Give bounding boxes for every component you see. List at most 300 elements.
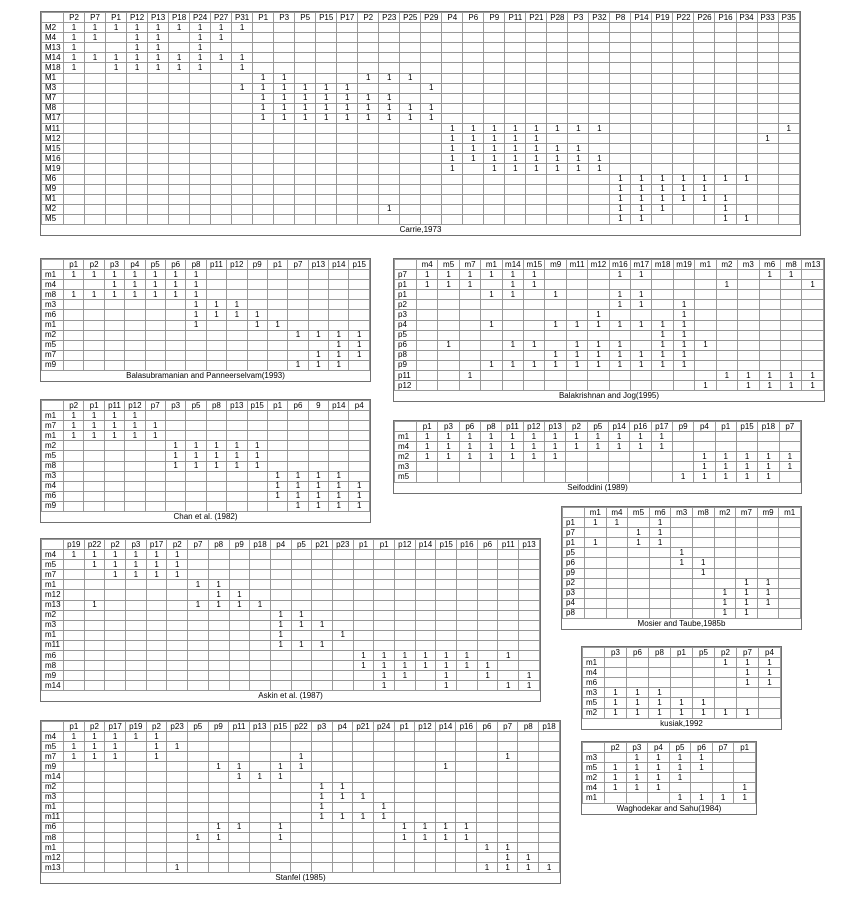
- matrix-cell: [146, 580, 167, 590]
- matrix-cell: [610, 113, 631, 123]
- matrix-cell: [692, 518, 714, 528]
- matrix-cell: 1: [631, 270, 652, 280]
- matrix-cell: [738, 330, 759, 340]
- table-row: [42, 204, 800, 214]
- matrix-cell: [270, 732, 291, 742]
- matrix-cell: [104, 350, 124, 360]
- table-row: [42, 184, 800, 194]
- header-row: [563, 508, 801, 518]
- matrix-cell: [208, 853, 229, 863]
- matrix-cell: [274, 43, 295, 53]
- matrix-cell: 1: [714, 598, 736, 608]
- matrix-cell: 1: [757, 578, 779, 588]
- matrix-cell: [484, 23, 505, 33]
- matrix-cell: [211, 63, 232, 73]
- matrix-cell: 1: [587, 442, 608, 452]
- table-row: [42, 610, 540, 620]
- matrix-cell: [606, 598, 628, 608]
- corner-cell: [583, 743, 605, 753]
- matrix-cell: 1: [145, 270, 165, 280]
- matrix-table: [41, 400, 370, 512]
- row-header: m1: [42, 270, 64, 280]
- matrix-cell: [715, 113, 736, 123]
- matrix-cell: [167, 762, 188, 772]
- matrix-cell: 1: [247, 451, 267, 461]
- matrix-cell: [518, 792, 539, 802]
- matrix-cell: [652, 23, 673, 33]
- matrix-cell: 1: [274, 103, 295, 113]
- matrix-cell: [291, 822, 312, 832]
- matrix-cell: [105, 833, 126, 843]
- matrix-cell: [106, 134, 127, 144]
- matrix-seifoddini: [393, 420, 802, 494]
- matrix-cell: 1: [610, 204, 631, 214]
- matrix-cell: [84, 822, 105, 832]
- matrix-cell: [502, 381, 523, 391]
- matrix-cell: [211, 113, 232, 123]
- matrix-cell: [127, 164, 148, 174]
- table-row: [42, 270, 370, 280]
- matrix-cell: [105, 590, 126, 600]
- matrix-cell: [673, 280, 694, 290]
- column-header: p4: [648, 743, 670, 753]
- matrix-cell: [291, 792, 312, 802]
- matrix-cell: [585, 588, 607, 598]
- matrix-cell: 1: [104, 280, 124, 290]
- column-header: p12: [395, 540, 416, 550]
- matrix-cell: [125, 310, 145, 320]
- matrix-cell: [438, 381, 459, 391]
- matrix-cell: [695, 371, 716, 381]
- matrix-cell: 1: [232, 83, 253, 93]
- matrix-cell: [626, 793, 648, 803]
- matrix-cell: [250, 640, 271, 650]
- matrix-cell: [145, 340, 165, 350]
- matrix-cell: [167, 651, 188, 661]
- corner-cell: [42, 401, 64, 411]
- table-row: [42, 154, 800, 164]
- matrix-cell: [436, 600, 457, 610]
- matrix-cell: [145, 441, 165, 451]
- matrix-cell: [373, 843, 394, 853]
- matrix-cell: [127, 194, 148, 204]
- matrix-cell: [353, 570, 374, 580]
- matrix-cell: [589, 53, 610, 63]
- matrix-cell: [267, 290, 287, 300]
- matrix-cell: [64, 792, 85, 802]
- matrix-cell: 1: [125, 270, 145, 280]
- matrix-cell: 1: [610, 214, 631, 224]
- matrix-caption: kusiak,1992: [660, 718, 703, 728]
- table-row: [583, 688, 781, 698]
- matrix-cell: 1: [588, 310, 609, 320]
- matrix-cell: [734, 753, 756, 763]
- matrix-cell: [585, 548, 607, 558]
- matrix-cell: [568, 134, 589, 144]
- matrix-cell: [358, 154, 379, 164]
- matrix-cell: [145, 501, 165, 511]
- matrix-cell: [267, 340, 287, 350]
- matrix-cell: [652, 103, 673, 113]
- row-header: m12: [42, 590, 64, 600]
- matrix-cell: 1: [609, 340, 630, 350]
- matrix-cell: [84, 681, 105, 691]
- matrix-cell: [208, 732, 229, 742]
- matrix-cell: 1: [477, 863, 498, 873]
- matrix-cell: [253, 164, 274, 174]
- column-header: p11: [229, 722, 250, 732]
- matrix-cell: [716, 330, 737, 340]
- matrix-cell: [353, 580, 374, 590]
- matrix-cell: [64, 441, 84, 451]
- column-header: P22: [673, 13, 694, 23]
- matrix-cell: [337, 134, 358, 144]
- matrix-cell: [64, 600, 85, 610]
- matrix-cell: [394, 782, 415, 792]
- matrix-cell: [105, 651, 126, 661]
- column-header: p6: [627, 648, 649, 658]
- matrix-cell: [105, 802, 126, 812]
- matrix-cell: [85, 43, 106, 53]
- matrix-cell: 1: [651, 432, 672, 442]
- matrix-cell: 1: [715, 214, 736, 224]
- matrix-cell: [253, 134, 274, 144]
- matrix-cell: [349, 451, 370, 461]
- matrix-cell: 1: [379, 204, 400, 214]
- matrix-cell: [757, 73, 778, 83]
- row-header: M19: [42, 164, 64, 174]
- matrix-cell: 1: [459, 432, 480, 442]
- matrix-cell: [232, 174, 253, 184]
- matrix-cell: [415, 812, 436, 822]
- matrix-cell: [249, 843, 270, 853]
- matrix-cell: 1: [400, 113, 421, 123]
- matrix-cell: 1: [436, 671, 457, 681]
- matrix-cell: [588, 371, 609, 381]
- matrix-cell: [715, 432, 736, 442]
- matrix-cell: 1: [267, 471, 287, 481]
- column-header: p3: [104, 260, 124, 270]
- matrix-cell: [779, 598, 801, 608]
- matrix-cell: [169, 144, 190, 154]
- matrix-cell: 1: [673, 330, 694, 340]
- matrix-cell: 1: [715, 708, 737, 718]
- matrix-cell: [250, 651, 271, 661]
- matrix-cell: [167, 610, 188, 620]
- matrix-cell: [64, 833, 85, 843]
- matrix-cell: [208, 570, 229, 580]
- matrix-cell: 1: [669, 773, 691, 783]
- matrix-cell: 1: [316, 83, 337, 93]
- matrix-cell: [505, 43, 526, 53]
- matrix-cell: [337, 124, 358, 134]
- matrix-cell: 1: [125, 732, 146, 742]
- matrix-cell: 1: [757, 598, 779, 608]
- matrix-cell: [589, 23, 610, 33]
- matrix-cell: [802, 270, 824, 280]
- matrix-cell: 1: [780, 381, 801, 391]
- matrix-cell: 1: [400, 73, 421, 83]
- matrix-cell: [64, 340, 84, 350]
- matrix-cell: [165, 491, 185, 501]
- matrix-cell: [125, 752, 146, 762]
- matrix-cell: [105, 640, 126, 650]
- row-header: m4: [583, 668, 605, 678]
- matrix-cell: [167, 772, 188, 782]
- column-header: p1: [353, 540, 374, 550]
- matrix-cell: [568, 214, 589, 224]
- matrix-cell: [64, 782, 85, 792]
- header-row: [395, 260, 824, 270]
- matrix-cell: [190, 194, 211, 204]
- matrix-cell: [288, 300, 308, 310]
- matrix-cell: 1: [609, 320, 630, 330]
- matrix-carrie: [40, 11, 801, 236]
- matrix-cell: [85, 63, 106, 73]
- matrix-cell: [526, 33, 547, 43]
- matrix-cell: [169, 174, 190, 184]
- matrix-cell: [606, 558, 628, 568]
- matrix-cell: [716, 340, 737, 350]
- matrix-cell: [415, 671, 436, 681]
- matrix-cell: [477, 681, 498, 691]
- matrix-cell: [716, 381, 737, 391]
- matrix-cell: 1: [373, 802, 394, 812]
- matrix-cell: [227, 350, 247, 360]
- matrix-cell: [84, 461, 104, 471]
- matrix-cell: [358, 124, 379, 134]
- matrix-cell: [759, 330, 780, 340]
- matrix-cell: [502, 330, 523, 340]
- row-header: M8: [42, 103, 64, 113]
- matrix-cell: [106, 204, 127, 214]
- matrix-cell: [211, 174, 232, 184]
- row-header: m3: [395, 462, 417, 472]
- row-header: m3: [583, 753, 605, 763]
- matrix-cell: [64, 320, 84, 330]
- matrix-cell: [628, 608, 650, 618]
- row-header: p11: [395, 371, 417, 381]
- matrix-cell: 1: [148, 43, 169, 53]
- row-header: m8: [42, 290, 64, 300]
- matrix-cell: [738, 280, 759, 290]
- column-header: p17: [105, 722, 126, 732]
- matrix-cell: [187, 732, 208, 742]
- matrix-cell: 1: [693, 698, 715, 708]
- matrix-cell: [105, 863, 126, 873]
- matrix-cell: [308, 320, 328, 330]
- matrix-cell: 1: [374, 681, 395, 691]
- matrix-cell: [693, 658, 715, 668]
- table-row: [583, 658, 781, 668]
- matrix-cell: [169, 113, 190, 123]
- matrix-cell: [337, 154, 358, 164]
- matrix-cell: [738, 310, 759, 320]
- column-header: p1: [64, 260, 84, 270]
- matrix-cell: [250, 671, 271, 681]
- matrix-cell: 1: [353, 661, 374, 671]
- matrix-cell: [652, 113, 673, 123]
- matrix-cell: 1: [353, 792, 374, 802]
- matrix-cell: [232, 103, 253, 113]
- matrix-cell: [229, 742, 250, 752]
- matrix-cell: [295, 164, 316, 174]
- row-header: M4: [42, 33, 64, 43]
- matrix-cell: [311, 752, 332, 762]
- matrix-cell: 1: [186, 441, 206, 451]
- matrix-cell: [104, 360, 124, 370]
- matrix-cell: 1: [395, 671, 416, 681]
- matrix-cell: [295, 204, 316, 214]
- matrix-cell: [249, 742, 270, 752]
- table-row: [42, 33, 800, 43]
- matrix-cell: [421, 194, 442, 204]
- matrix-cell: [568, 43, 589, 53]
- matrix-cell: [270, 560, 291, 570]
- table-row: [583, 773, 756, 783]
- matrix-cell: [673, 154, 694, 164]
- matrix-cell: [498, 630, 519, 640]
- matrix-cell: [188, 620, 209, 630]
- table-row: [42, 863, 560, 873]
- column-header: P8: [610, 13, 631, 23]
- matrix-cell: [208, 752, 229, 762]
- matrix-cell: [227, 481, 247, 491]
- matrix-cell: [288, 421, 308, 431]
- matrix-cell: [84, 491, 104, 501]
- matrix-cell: 1: [673, 194, 694, 204]
- row-header: m2: [42, 782, 64, 792]
- matrix-cell: [329, 270, 349, 280]
- matrix-cell: [206, 290, 226, 300]
- matrix-cell: [274, 33, 295, 43]
- matrix-cell: 1: [270, 822, 291, 832]
- matrix-cell: 1: [715, 204, 736, 214]
- matrix-cell: [716, 350, 737, 360]
- matrix-cell: [379, 43, 400, 53]
- matrix-cell: [337, 204, 358, 214]
- matrix-cell: [526, 113, 547, 123]
- matrix-cell: [457, 610, 478, 620]
- matrix-cell: 1: [253, 73, 274, 83]
- matrix-cell: [247, 270, 267, 280]
- matrix-cell: [353, 610, 374, 620]
- matrix-cell: [229, 853, 250, 863]
- matrix-cell: [211, 144, 232, 154]
- column-header: p7: [712, 743, 734, 753]
- column-header: p3: [126, 540, 147, 550]
- matrix-cell: [758, 442, 779, 452]
- matrix-cell: [249, 822, 270, 832]
- matrix-cell: [438, 371, 459, 381]
- matrix-cell: [757, 103, 778, 113]
- matrix-cell: [539, 853, 560, 863]
- matrix-cell: [518, 833, 539, 843]
- matrix-cell: [167, 843, 188, 853]
- matrix-cell: [692, 608, 714, 618]
- matrix-cell: [165, 310, 185, 320]
- matrix-cell: [778, 154, 799, 164]
- matrix-cell: [459, 462, 480, 472]
- matrix-cell: 1: [64, 421, 84, 431]
- matrix-cell: [631, 83, 652, 93]
- matrix-cell: [463, 33, 484, 43]
- column-header: p12: [227, 260, 247, 270]
- matrix-cell: [715, 23, 736, 33]
- matrix-cell: 1: [127, 33, 148, 43]
- matrix-cell: [146, 661, 167, 671]
- matrix-cell: [208, 812, 229, 822]
- table-row: [42, 124, 800, 134]
- matrix-cell: [456, 843, 477, 853]
- matrix-cell: 1: [631, 350, 652, 360]
- matrix-cell: [274, 204, 295, 214]
- matrix-cell: [332, 772, 353, 782]
- matrix-cell: [146, 802, 167, 812]
- matrix-cell: [332, 732, 353, 742]
- matrix-cell: [227, 411, 247, 421]
- matrix-cell: [167, 822, 188, 832]
- matrix-cell: [85, 103, 106, 113]
- column-header: p14: [608, 422, 629, 432]
- matrix-cell: [568, 83, 589, 93]
- matrix-cell: [568, 93, 589, 103]
- matrix-cell: [714, 558, 736, 568]
- matrix-cell: 1: [211, 33, 232, 43]
- matrix-cell: 1: [415, 661, 436, 671]
- matrix-cell: 1: [436, 681, 457, 691]
- matrix-cell: [628, 568, 650, 578]
- matrix-cell: [332, 600, 353, 610]
- table-row: [42, 350, 370, 360]
- column-header: p11: [206, 260, 226, 270]
- matrix-cell: [547, 23, 568, 33]
- column-header: P17: [337, 13, 358, 23]
- matrix-table: [41, 259, 370, 371]
- matrix-cell: [106, 214, 127, 224]
- matrix-cell: [459, 310, 480, 320]
- matrix-cell: [106, 184, 127, 194]
- matrix-cell: [249, 853, 270, 863]
- matrix-cell: 1: [84, 560, 105, 570]
- matrix-cell: [84, 782, 105, 792]
- matrix-cell: [270, 812, 291, 822]
- matrix-cell: [308, 300, 328, 310]
- matrix-cell: [694, 442, 715, 452]
- matrix-cell: [126, 620, 147, 630]
- matrix-cell: 1: [758, 472, 779, 482]
- matrix-cell: [253, 144, 274, 154]
- column-header: m1: [585, 508, 607, 518]
- matrix-cell: [481, 310, 502, 320]
- row-header: m8: [42, 661, 64, 671]
- table-row: [42, 320, 370, 330]
- matrix-cell: [125, 461, 145, 471]
- matrix-cell: [64, 73, 85, 83]
- matrix-cell: [400, 23, 421, 33]
- matrix-cell: [190, 103, 211, 113]
- matrix-cell: [125, 340, 145, 350]
- column-header: p22: [84, 540, 105, 550]
- matrix-cell: 1: [417, 442, 438, 452]
- matrix-cell: [148, 214, 169, 224]
- matrix-cell: 1: [84, 732, 105, 742]
- matrix-cell: [400, 53, 421, 63]
- matrix-cell: [125, 802, 146, 812]
- matrix-cell: [64, 204, 85, 214]
- row-header: p7: [395, 270, 417, 280]
- matrix-cell: 1: [673, 184, 694, 194]
